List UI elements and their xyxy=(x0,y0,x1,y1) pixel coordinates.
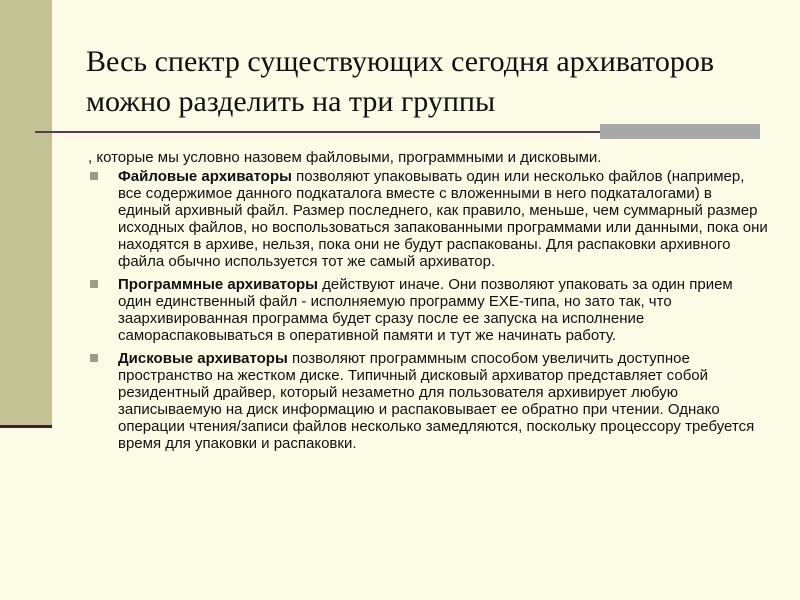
bullet-disk-archivers xyxy=(88,350,768,452)
bullet-text: позволяют программным способом увеличить доступное пространство на жестком диске. Типичный дисковый архиватор представляет собой резидентный драйвер, который незаметно для пользователя архивирует любую записываемую на диск информацию и распаковывает ее обратно при чтении. Однако операции чтения/записи файлов несколько замедляются, поскольку процессору требуется время для упаковки и распаковки. xyxy=(118,350,755,452)
square-bullet-icon xyxy=(90,354,98,362)
slide-title-line2: можно разделить на три группы xyxy=(86,85,496,118)
bullet-term: Программные архиваторы xyxy=(118,276,318,293)
intro-text: , которые мы условно назовем файловыми, программными и дисковыми. xyxy=(88,149,602,166)
slide-title-line1: Весь спектр существующих сегодня архиваторов xyxy=(86,45,714,78)
side-decoration-strip xyxy=(0,0,52,428)
slide-body xyxy=(88,149,768,458)
square-bullet-icon xyxy=(90,172,98,180)
bullet-text: позволяют упаковывать один или несколько файлов (например, все содержимое данного подкаталога вместе с вложенными в него подкаталогами) в единый архивный файл. Размер последнего, как правило, меньше, чем суммарный размер исходных файлов, но воспользоваться запакованными программами или данными, пока они находятся в архиве, нельзя, пока они не будут распакованы. Для распаковки архивного файла обычно используется тот же самый архиватор. xyxy=(118,168,768,270)
bullet-term: Дисковые архиваторы xyxy=(118,350,288,367)
bullet-program-archivers xyxy=(88,276,768,344)
square-bullet-icon xyxy=(90,280,98,288)
bullet-text: действуют иначе. Они позволяют упаковать за один прием один единственный файл - исполняемую программу EXE-типа, но зато так, что заархивированная программа будет сразу после ее запуска на исполнение самораспаковываться в оперативной памяти и тут же начинать работу. xyxy=(118,276,733,344)
bullet-file-archivers xyxy=(88,168,768,270)
slide-title xyxy=(86,42,766,122)
title-accent-bar xyxy=(600,124,760,139)
bullet-term: Файловые архиваторы xyxy=(118,168,292,185)
